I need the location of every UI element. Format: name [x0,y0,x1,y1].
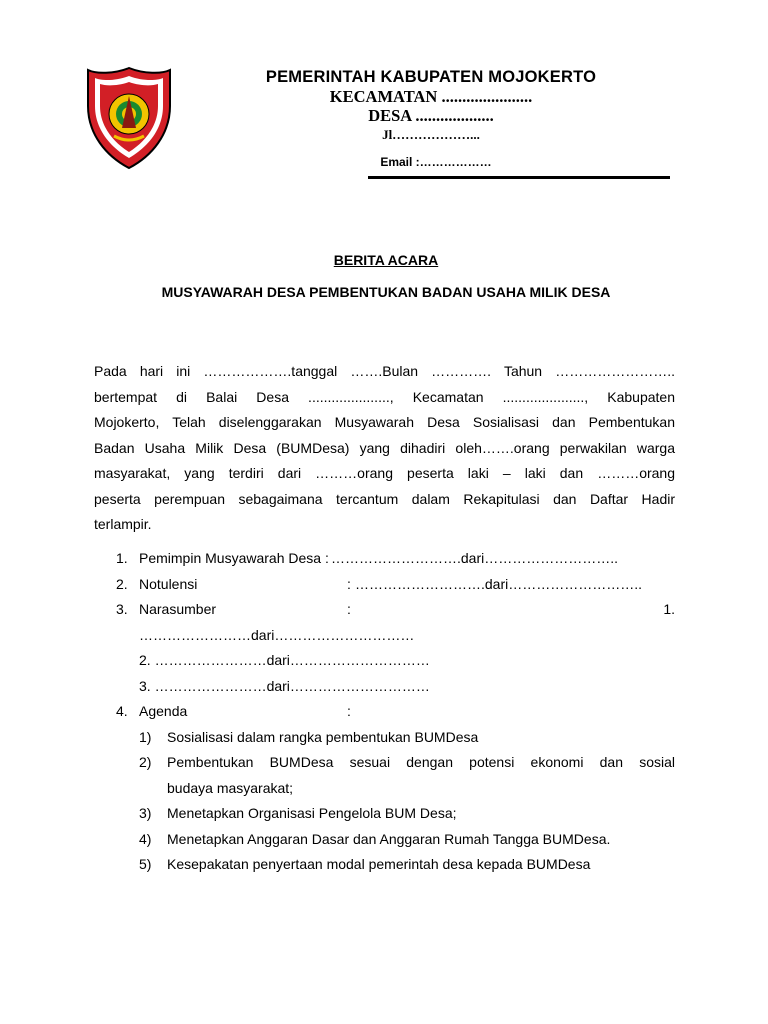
agenda-item: 1) Sosialisasi dalam rangka pembentukan BUMDesa [139,728,479,745]
list-item [94,648,675,674]
document-title: BERITA ACARA [333,252,439,268]
leader-value: ……………………….dari……………………….. [331,550,619,566]
notulensi-value: ……………………….dari……………………….. [355,575,643,592]
paragraph-line: Badan Usaha Milik Desa (BUMDesa) yang dihadiri oleh…….orang perwakilan warga [94,439,675,456]
leader-label: Pemimpin Musyawarah Desa : [139,550,329,566]
agenda-item: 3) Menetapkan Organisasi Pengelola BUM Desa; [139,805,457,821]
narasumber-value: 3. ……………………dari………………………… [139,677,430,694]
agenda-item: 5) Kesepakatan penyertaan modal pemerintah desa kepada BUMDesa [139,856,591,872]
list-item [94,623,675,649]
list-item: 1. Pemimpin Musyawarah Desa : ……………………….dari……………………….. [94,546,675,572]
paragraph-line: Pada hari ini ……………….tanggal …….Bulan …………. Tahun …………………….. [94,363,675,379]
kecamatan-line: KECAMATAN ...................... [329,87,533,106]
agenda-item-continuation: budaya masyarakat; [167,779,294,796]
meeting-details-list [94,546,675,878]
narasumber-value: ……………………dari………………………… [139,626,415,643]
desa-line: DESA ................... [368,106,494,125]
email-line: Email :……………… [380,155,492,169]
agenda-item: 2) Pembentukan BUMDesa sesuai dengan potensi ekonomi dan sosial [139,754,675,770]
address-line: Jl………………... [382,127,480,142]
notulensi-label: Notulensi [139,575,198,592]
paragraph-line: Mojokerto, Telah diselenggarakan Musyawarah Desa Sosialisasi dan Pembentukan [94,414,675,430]
list-item: 2. Notulensi : ……………………….dari……………………….. [94,572,675,598]
list-item: 4. Agenda : [94,699,675,725]
mojokerto-regency-crest-icon [84,66,174,170]
paragraph-line: terlampir. [94,516,152,532]
document-subtitle: MUSYAWARAH DESA PEMBENTUKAN BADAN USAHA MILIK DESA [161,284,611,300]
agenda-label: Agenda [139,703,188,719]
paragraph-line: peserta perempuan sebagaimana tercantum dalam Rekapitulasi dan Daftar Hadir [94,490,675,507]
agenda-item: 4) Menetapkan Anggaran Dasar dan Anggaran Rumah Tangga BUMDesa. [139,830,611,847]
list-item [94,674,675,700]
government-name: PEMERINTAH KABUPATEN MOJOKERTO [265,68,597,86]
letterhead [180,68,670,169]
list-item: 3. Narasumber : 1. [94,597,675,623]
paragraph-line: bertempat di Balai Desa ....................., Kecamatan ....................., Kabupaten [94,388,675,405]
opening-paragraph [94,359,675,538]
narasumber-value: 2. ……………………dari………………………… [139,652,430,668]
narasumber-label: Narasumber [139,601,217,617]
paragraph-line: masyarakat, yang terdiri dari ………orang peserta laki – laki dan ………orang [94,465,675,481]
letterhead-rule [368,176,670,179]
